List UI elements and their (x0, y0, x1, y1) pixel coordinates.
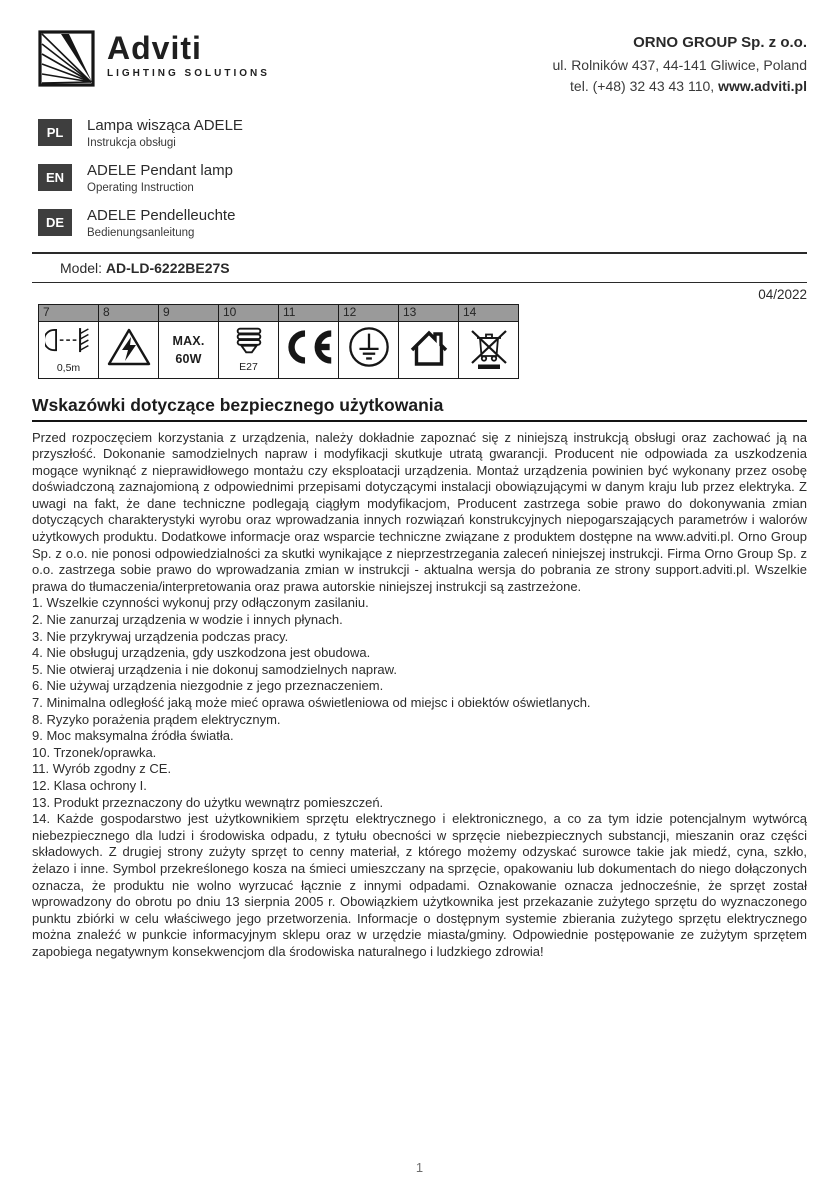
model-value: AD-LD-6222BE27S (105, 259, 230, 276)
safety-item: 1. Wszelkie czynności wykonuj przy odłączonym zasilaniu. (32, 595, 369, 611)
product-subtitle-de: Bedienungsanleitung (87, 226, 195, 239)
product-title-en: ADELE Pendant lamp (87, 161, 233, 179)
adviti-logo-icon (38, 30, 95, 92)
safety-icon-table (38, 304, 519, 379)
safety-item: 12. Klasa ochrony I. (32, 777, 147, 793)
icon-cell-ce (279, 321, 339, 378)
electric-shock-warning-icon (107, 354, 151, 371)
safety-item: 3. Nie przykrywaj urządzenia podczas pracy. (32, 628, 289, 644)
min-distance-icon (45, 325, 93, 362)
icon-cell-socket (219, 321, 279, 378)
safety-item: 9. Moc maksymalna źródła światła. (32, 728, 234, 744)
safety-item: 8. Ryzyko porażenia prądem elektrycznym. (32, 711, 281, 727)
icon-cell-max-wattage (159, 321, 219, 378)
company-address-block (553, 30, 807, 97)
revision-date: 04/2022 (758, 286, 807, 302)
language-row-de (38, 207, 807, 239)
icon-table-body-row (39, 321, 519, 378)
min-distance-caption: 0,5m (56, 362, 81, 375)
indoor-use-icon (406, 355, 452, 372)
product-title-pl: Lampa wisząca ADELE (87, 116, 243, 134)
product-subtitle-en: Operating Instruction (87, 181, 194, 194)
icon-cell-shock-warning (99, 321, 159, 378)
safety-item: 4. Nie obsługuj urządzenia, gdy uszkodzona jest obudowa. (32, 645, 371, 661)
page-number: 1 (415, 1160, 424, 1175)
safety-item: 11. Wyrób zgodny z CE. (32, 761, 172, 777)
product-title-de: ADELE Pendelleuchte (87, 206, 236, 224)
icon-cell-protection-class (339, 321, 399, 378)
model-row (32, 254, 807, 282)
language-row-pl (38, 117, 807, 149)
model-label: Model: (60, 259, 103, 276)
language-row-en (38, 162, 807, 194)
safety-items-list (32, 595, 807, 960)
language-list (38, 117, 807, 239)
brand-name: Adviti (107, 30, 202, 66)
company-phone: tel. (+48) 32 43 43 110, (570, 77, 719, 94)
max-wattage-text: MAX. 60W (172, 333, 205, 366)
adviti-logo (38, 30, 270, 92)
section-title: Wskazówki dotyczące bezpiecznego użytkowania (32, 395, 807, 422)
company-phone-line (553, 76, 807, 97)
safety-item: 2. Nie zanurzaj urządzenia w wodzie i innych płynach. (32, 612, 343, 628)
weee-crossed-bin-icon (466, 357, 512, 374)
icon-cell-indoor-use (399, 321, 459, 378)
icon-cell-min-distance (39, 321, 99, 378)
safety-item: 7. Minimalna odległość jaką może mieć oprawa oświetleniowa od miejsc i obiektów oświetlanych. (32, 695, 591, 710)
safety-intro-paragraph: Przed rozpoczęciem korzystania z urządzenia, należy dokładnie zapoznać się z niniejszą instrukcją obsługi oraz zachować ją na przyszłość. Dokonanie samodzielnych napraw i modyfikacji skutkuje utratą gwarancji. Producent nie odpowiada za uszkodzenia mogące wyniknąć z nieprawidłowego montażu czy eksploatacji urządzenia. Montaż urządzenia powinien być wykonany przez osobę doświadczoną zaznajomioną z odpowiednimi przepisami dotyczącymi instalacji obowiązującymi w danym kraju lub przez elektryka. Z uwagi na fakt, że dane techniczne podlegają ciągłym modyfikacjom, Producent zastrzega sobie prawo do dokonywania zmian dotyczących charakterystyki wyrobu oraz wprowadzania innych rozwiązań konstrukcyjnych niepogarszających parametrów i walorów użytkowych produktu. Dodatkowe informacje oraz wsparcie techniczne związane z produktem dostępne na www.adviti.pl. Orno Group Sp. z o.o. nie ponosi odpowiedzialności za skutki wynikające z nieprzestrzegania zaleceń niniejszej instrukcji. Firma Orno Group Sp. z o.o. zastrzega sobie prawo do wprowadzania zmian w instrukcji - aktualna wersja do pobrania ze strony support.adviti.pl. Wszelkie prawa do tłumaczenia/interpretowania oraz prawa autorskie niniejszej instrukcji są zastrzeżone. (32, 429, 807, 594)
icon-col-number: 12 (339, 304, 399, 321)
icon-col-number: 9 (159, 304, 219, 321)
icon-col-number: 10 (219, 304, 279, 321)
company-name: ORNO GROUP Sp. z o.o. (633, 34, 807, 51)
icon-table-header-row (39, 304, 519, 321)
icon-col-number: 7 (39, 304, 99, 321)
socket-caption: E27 (239, 361, 258, 374)
safety-item: 5. Nie otwieraj urządzenia i nie dokonuj samodzielnych napraw. (32, 661, 397, 677)
icon-col-number: 8 (99, 304, 159, 321)
safety-item: 13. Produkt przeznaczony do użytku wewnątrz pomieszczeń. (32, 794, 384, 810)
safety-item-weee: 14. Każde gospodarstwo jest użytkownikiem sprzętu elektrycznego i elektronicznego, a co za tym idzie potencjalnym wytwórcą niebezpiecznego dla ludzi i środowiska odpadu, z tytułu obecności w sprzęcie niebezpiecznych substancji, mieszanin oraz części składowych. Z drugiej strony zużyty sprzęt to cenny materiał, z którego możemy odzyskać surowce takie jak miedź, cyna, szkło, żelazo i inne. Symbol przekreślonego kosza na śmieci umieszczany na sprzęcie, opakowaniu lub dokumentach do niego dołączonych oznacza, że produktu nie wolno wyrzucać łącznie z innymi odpadami. Oznakowanie oznacza jednocześnie, że sprzęt został wprowadzony do obrotu po dniu 13 sierpnia 2005 r. Obowiązkiem użytkownika jest przekazanie zużytego sprzętu do wyznaczonego punktu zbiórki w celu właściwego jego przetworzenia. Informacje o dostępnym systemie zbierania zużytego sprzętu elektrycznego można znaleźć w punkcie informacyjnym sklepu oraz w urzędzie miasta/gminy. Odpowiednie postępowanie ze zużytym sprzętem zapobiega negatywnym konsekwencjom dla środowiska naturalnego i ludzkiego zdrowia! (32, 811, 807, 959)
product-subtitle-pl: Instrukcja obsługi (87, 136, 176, 149)
icon-cell-weee (459, 321, 519, 378)
protection-class-1-icon (347, 356, 391, 373)
language-badge-pl: PL (38, 119, 72, 146)
safety-item: 6. Nie używaj urządzenia niezgodnie z jego przeznaczeniem. (32, 678, 384, 694)
brand-tagline: LIGHTING SOLUTIONS (107, 68, 270, 79)
language-badge-de: DE (38, 209, 72, 236)
safety-item: 10. Trzonek/oprawka. (32, 744, 157, 760)
page-header (32, 30, 807, 97)
company-website: www.adviti.pl (718, 77, 807, 94)
icon-col-number: 14 (459, 304, 519, 321)
bulb-socket-icon (232, 326, 266, 361)
icon-col-number: 11 (279, 304, 339, 321)
company-address: ul. Rolników 437, 44-141 Gliwice, Poland (552, 56, 807, 73)
language-badge-en: EN (38, 164, 72, 191)
ce-mark-icon (282, 354, 336, 371)
icon-col-number: 13 (399, 304, 459, 321)
